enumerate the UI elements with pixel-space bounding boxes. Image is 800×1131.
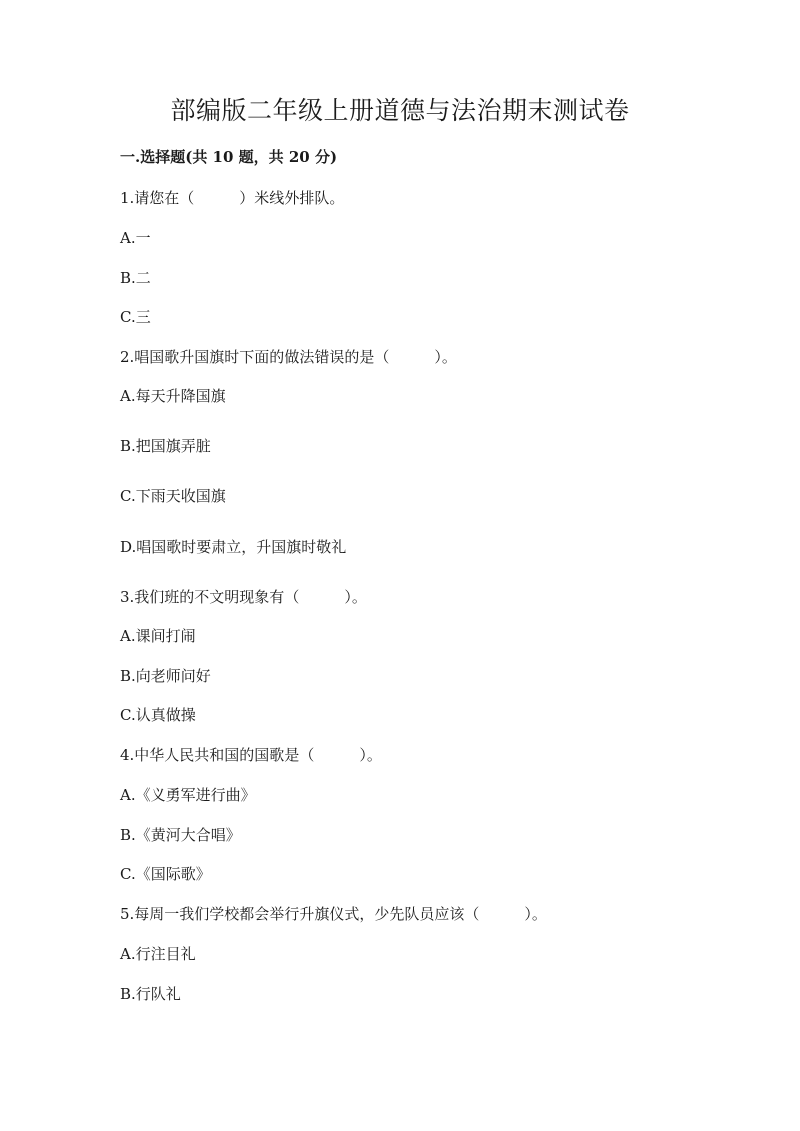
question-5-option-a: A.行注目礼: [120, 945, 196, 963]
question-2-option-a: A.每天升降国旗: [120, 387, 226, 405]
question-4-option-b: B.《黄河大合唱》: [120, 826, 241, 844]
question-2-stem: 2.唱国歌升国旗时下面的做法错误的是（ ）。: [120, 348, 457, 366]
question-2-option-b: B.把国旗弄脏: [120, 437, 211, 455]
question-5-option-b: B.行队礼: [120, 985, 181, 1003]
question-3-option-b: B.向老师问好: [120, 667, 211, 685]
question-1-stem: 1.请您在（ ）米线外排队。: [120, 189, 345, 207]
question-2-option-c: C.下雨天收国旗: [120, 487, 226, 505]
question-1-option-b: B.二: [120, 269, 151, 287]
question-5-stem: 5.每周一我们学校都会举行升旗仪式，少先队员应该（ ）。: [120, 905, 547, 923]
question-1-option-a: A.一: [120, 229, 151, 247]
question-4-stem: 4.中华人民共和国的国歌是（ ）。: [120, 746, 382, 764]
question-3-option-a: A.课间打闹: [120, 627, 196, 645]
section-heading: 一.选择题(共 10 题，共 20 分): [120, 148, 338, 166]
question-4-option-a: A.《义勇军进行曲》: [120, 786, 256, 804]
question-1-option-c: C.三: [120, 308, 151, 326]
question-3-option-c: C.认真做操: [120, 706, 196, 724]
question-4-option-c: C.《国际歌》: [120, 865, 211, 883]
question-3-stem: 3.我们班的不文明现象有（ ）。: [120, 588, 367, 606]
page-title: 部编版二年级上册道德与法治期末测试卷: [170, 96, 630, 125]
question-2-option-d: D.唱国歌时要肃立，升国旗时敬礼: [120, 538, 347, 556]
